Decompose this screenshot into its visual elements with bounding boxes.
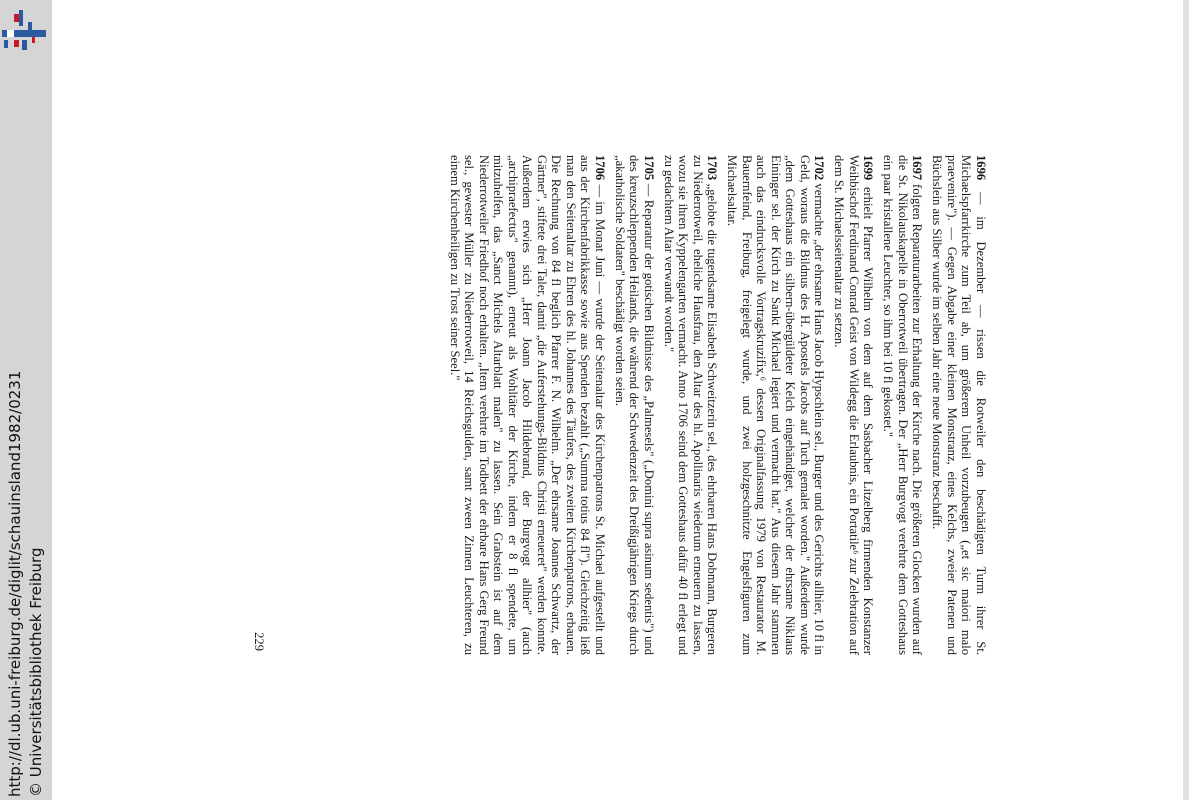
paragraph-text: — im Dezember — rissen die Rotweiler den beschädigten Turm ihrer St. Michaelspfarrkirche zum Teil ab, um größerem Unheil vorzubeugen („et sic maiori malo praevenire"). — Gegen Abgabe einer kleinen Monstranz, eines Kelchs, zweier Patenen und Büchslein aus Silber wurde im selben Jahr eine neue Monstranz beschafft.: [930, 155, 988, 655]
paragraph-text: „gelobte die tugendsame Elisabeth Schweitzerin sel., des ehrbaren Hans Dobmann, Burgeren zu Niederrotweil, eheliche Hausfrau, den Altar des hl. Apollinaris wiederum erneuern zu lassen, wozu sie ihren Kyppelengarten vermacht. Anno 1706 seind dem Gotteshaus dafür 40 fl erlegt und zu gedachtem Altar verwandt worden.": [662, 155, 720, 655]
page-number: 229: [252, 632, 266, 651]
copyright-notice: © Universitätsbibliothek Freiburg: [27, 547, 45, 797]
sidebar-caption: [0, 0, 52, 800]
paragraph-text: vermachte „der ehrsame Hans Jacob Hypschlein sel., Burger und des Gerichts allhier, 10 fl in Geld, woraus die Bildnus des H. Apostels Jacobs auf Tuch gemalet worden." Außerdem wurde „dem Gotteshaus ein silbern-übergüldeter Kelch eingehändiget, welcher der ehrsame Niklaus Eininger sel. der Kirch zu Sankt Michael legiert und vermacht hat." Aus diesem Jahr stammen auch das eindrucksvolle Vortragskruzifix,⁶ dessen Originalfassung 1979 von Restaurator M. Bauernfeind, Freiburg, freigelegt wurde, und zwei holzgeschnitzte Engelsfiguren zum Michaelsaltar.: [725, 155, 827, 655]
paragraph-text: erhielt Pfarrer Wilhelm von dem auf dem Sasbacher Litzelberg firmenden Konstanzer Weihbischof Ferdinand Conrad Geist von Wildegg die Erlaubnis, ein Portatile⁶ zur Zelebration auf dem St. Michaelsseitenaltar zu setzen.: [832, 155, 876, 655]
year-label: 1705: [642, 155, 656, 181]
paragraph-text: — Reparatur der gotischen Bildnisse des „Palmesels" („Domini supra asinum sedentis") und des kreuzschleppenden Heilands, die während der Schwedenzeit des Dreißigjährigen Kriegs durch „akatholische Soldaten" beschädigt worden seien.: [613, 155, 656, 655]
paragraph-1697: [881, 155, 925, 655]
paragraph-1705: [613, 155, 657, 655]
year-label: 1703: [705, 155, 720, 181]
year-label: 1706: [593, 155, 607, 181]
paragraph-1699: [832, 155, 876, 655]
year-label: 1702: [812, 155, 827, 181]
source-url-link[interactable]: http://dl.ub.uni-freiburg.de/diglit/schauinsland1982/0231: [6, 370, 24, 797]
paragraph-1696: [930, 155, 988, 655]
year-label: 1697: [910, 155, 925, 181]
paragraph-text: folgten Reparaturarbeiten zur Erhaltung der Kirche nach. Die größeren Glocken wurden auf die St. Nikolauskapelle in Oberrotweil übertragen. Der „Herr Burgvogt verehrte dem Gotteshaus ein paar kristallene Leuchter, so ihm bei 10 fl gekostet.": [881, 155, 925, 655]
paragraph-1706: [448, 155, 608, 655]
year-label: 1696: [974, 155, 988, 181]
paragraph-1703: [662, 155, 720, 655]
paragraph-text: — im Monat Juni — wurde der Seitenaltar des Kirchenpatrons St. Michael aufgestellt und aus der Kirchenfabrikkasse sowie aus Spenden bezahlt („Summa totius 84 fl"). Gleichzeitig ließ man den Seitenaltar zu Ehren des hl. Johannes des Täufers, des zweiten Kirchenpatrons, erbauen. Die Rechnung von 84 fl beglich Pfarrer F. N. Wilhelm. „Der ehrsame Joannes Schwartz, der Gärtner", stiftete drei Taler, damit „die Auferstehungs-Bildnus Christi erneueret" werden konnte. Außerdem erwies sich „Herr Joann Jacob Hildebrand, der Burgvogt allhier" (auch „archipraefectus" genannt), erneut als Wohltäter der Kirche, indem er 8 fl spendete, um mitzuhelfen, das „Sanct Michels Altarblatt malen" zu lassen. Sein Grabstein ist auf dem Niederrotweiler Friedhof noch erhalten. „Item verehrte im Todbett der ehrbare Hans Gerg Freund sel., gewester Müller zu Niederrotweil, 14 Reichsgulden, samt zween Zinnen Leuchteren, zu einem Kirchenheiligen zu Trost seiner Seel.": [448, 155, 607, 655]
year-label: 1699: [861, 155, 876, 181]
document-page: [252, 155, 988, 655]
paragraph-1702: [725, 155, 827, 655]
sidebar: [0, 0, 52, 800]
scrollbar-track[interactable]: [1183, 0, 1189, 800]
